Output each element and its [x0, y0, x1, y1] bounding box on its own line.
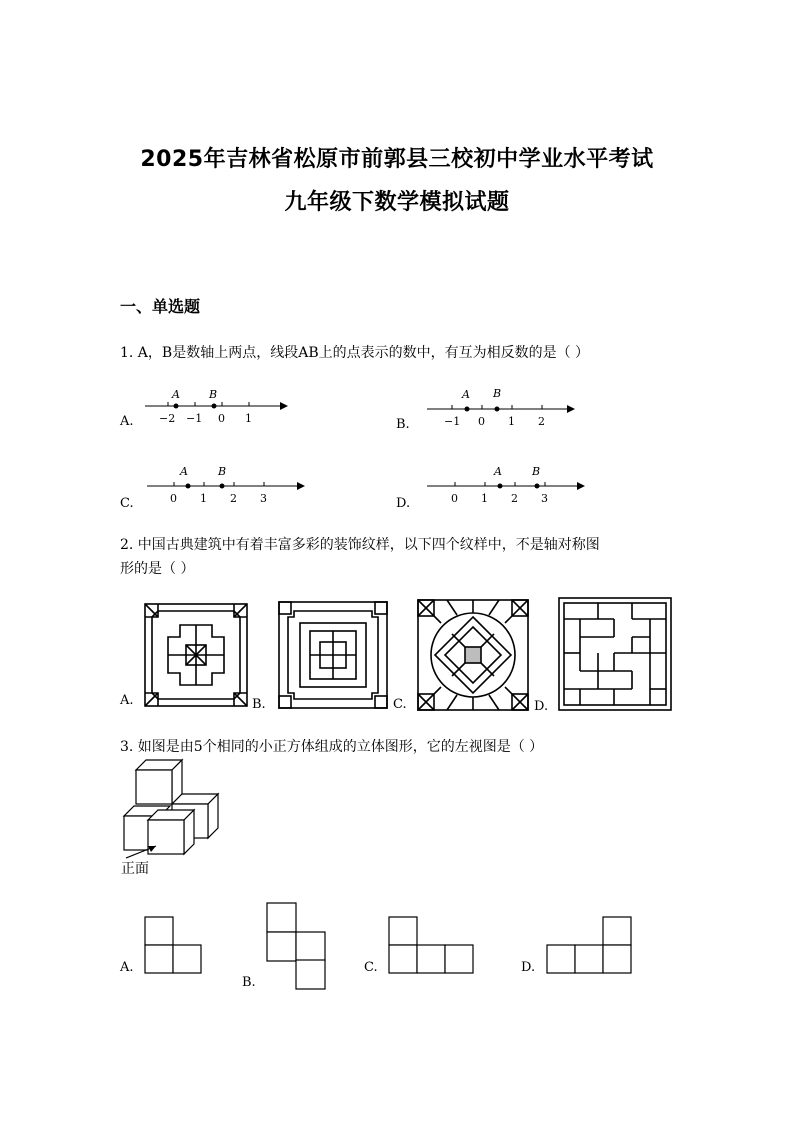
- q3-option-d-letter[interactable]: D.: [521, 960, 536, 975]
- title-line-1: 2025年吉林省松原市前郭县三校初中学业水平考试: [140, 147, 654, 172]
- pattern-b: [278, 601, 388, 709]
- q3-option-b-letter[interactable]: B.: [242, 975, 256, 990]
- tick-label: 2: [538, 415, 545, 428]
- tick-label: 1: [245, 412, 252, 425]
- q1-option-d-letter[interactable]: D.: [396, 496, 411, 511]
- q2-option-d-letter[interactable]: D.: [534, 699, 549, 714]
- section-header: 一、单选题: [120, 297, 201, 316]
- tick-label: 3: [260, 492, 267, 505]
- tick-label: 0: [478, 415, 485, 428]
- q3-option-a-letter[interactable]: A.: [120, 960, 134, 975]
- tick-label: −1: [186, 412, 203, 425]
- q1-option-d-number-line: [422, 460, 592, 510]
- question-1-text: 1. A，B是数轴上两点，线段AB上的点表示的数中，有互为相反数的是（ ）: [120, 345, 590, 361]
- q2-option-b-letter[interactable]: B.: [252, 697, 266, 712]
- tick-label: −2: [159, 412, 176, 425]
- point-label-b: B: [532, 465, 541, 478]
- question-2-line-2: 形的是（ ）: [120, 561, 195, 577]
- tick-label: 0: [451, 492, 458, 505]
- point-label-b: B: [493, 387, 502, 400]
- pattern-a: [144, 603, 248, 707]
- tick-label: 1: [508, 415, 515, 428]
- q2-option-a-letter[interactable]: A.: [120, 693, 134, 708]
- q3-option-b-view: [266, 902, 326, 990]
- q3-option-c-view: [388, 916, 475, 974]
- point-label-a: A: [462, 388, 470, 401]
- q1-option-b-number-line: [422, 383, 582, 433]
- tick-label: 2: [230, 492, 237, 505]
- q1-option-c-letter[interactable]: C.: [120, 496, 134, 511]
- q3-option-c-letter[interactable]: C.: [364, 960, 378, 975]
- tick-label: 2: [511, 492, 518, 505]
- pattern-c: [417, 599, 529, 711]
- tick-label: 0: [170, 492, 177, 505]
- q2-option-c-letter[interactable]: C.: [393, 697, 407, 712]
- point-label-a: A: [494, 465, 502, 478]
- title-line-2: 九年级下数学模拟试题: [284, 190, 510, 215]
- front-label: 正面: [121, 861, 149, 877]
- q3-option-a-view: [144, 916, 202, 974]
- tick-label: −1: [444, 415, 461, 428]
- point-label-a: A: [180, 465, 188, 478]
- q1-option-a-letter[interactable]: A.: [120, 414, 134, 429]
- q3-option-d-view: [545, 916, 633, 974]
- q1-option-c-number-line: [142, 460, 312, 510]
- q1-option-a-number-line: [140, 380, 290, 430]
- point-label-a: A: [172, 388, 180, 401]
- point-label-b: B: [209, 388, 218, 401]
- tick-label: 3: [541, 492, 548, 505]
- cube-stack-figure: [122, 758, 222, 860]
- question-2-line-1: 2. 中国古典建筑中有着丰富多彩的装饰纹样，以下四个纹样中，不是轴对称图: [120, 537, 600, 553]
- tick-label: 0: [218, 412, 225, 425]
- q1-option-b-letter[interactable]: B.: [396, 417, 410, 432]
- tick-label: 1: [200, 492, 207, 505]
- question-3-text: 3. 如图是由5个相同的小正方体组成的立体图形，它的左视图是（ ）: [120, 739, 544, 755]
- point-label-b: B: [218, 465, 227, 478]
- pattern-d: [558, 597, 672, 711]
- tick-label: 1: [481, 492, 488, 505]
